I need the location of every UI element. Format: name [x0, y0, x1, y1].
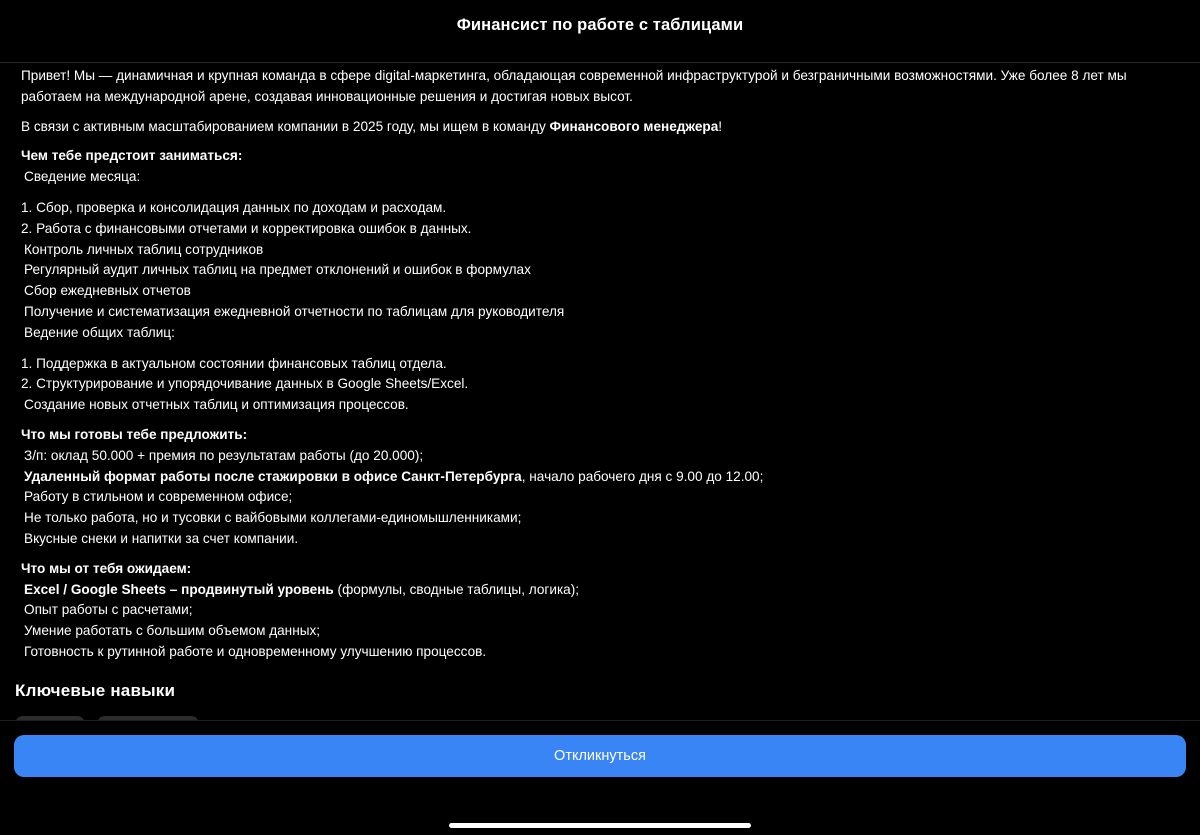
intro-paragraph: Привет! Мы — динамичная и крупная команда в сфере digital-маркетинга, обладающая современной инфраструктурой и безграничными возможностями. Уже более 8 лет мы работаем на международной арене, создавая инновационные решения и достигая новых высот.: [21, 68, 1127, 104]
duties-item: Регулярный аудит личных таблиц на предмет отклонений и ошибок в формулах: [24, 262, 531, 278]
page-title: Финансист по работе с таблицами: [456, 15, 744, 34]
duties-numbered-item: 1. Сбор, проверка и консолидация данных по доходам и расходам.: [21, 199, 447, 215]
expect-item-excel: [21, 580, 1181, 601]
offer-item: Вкусные снеки и напитки за счет компании.: [24, 530, 299, 546]
duties-subheading: Сведение месяца:: [24, 169, 141, 185]
offer-item-remote: [21, 467, 1181, 488]
intro-hiring-paragraph: [21, 117, 1181, 138]
duties-item: Контроль личных таблиц сотрудников: [24, 241, 264, 257]
expect-excel-rest: (формулы, сводные таблицы, логика);: [333, 581, 580, 597]
offer-heading: Что мы готовы тебе предложить:: [21, 426, 248, 442]
duties-numbered-item: 2. Структурирование и упорядочивание данных в Google Sheets/Excel.: [21, 376, 469, 392]
apply-button[interactable]: Откликнуться: [14, 735, 1186, 777]
expect-item: Опыт работы с расчетами;: [24, 602, 193, 618]
duties-numbered-item: 2. Работа с финансовыми отчетами и корректировка ошибок в данных.: [21, 220, 472, 236]
expect-heading: Что мы от тебя ожидаем:: [21, 560, 192, 576]
vacancy-description: [21, 66, 1181, 663]
offer-item: Не только работа, но и тусовки с вайбовыми коллегами-единомышленниками;: [24, 510, 522, 526]
home-indicator[interactable]: [449, 823, 751, 828]
duties-item: Получение и систематизация ежедневной отчетности по таблицам для руководителя: [24, 303, 565, 319]
expect-excel-bold: Excel / Google Sheets – продвинутый уровень: [24, 581, 334, 597]
intro-hiring-position: Финансового менеджера: [549, 118, 719, 134]
duties-item: Создание новых отчетных таблиц и оптимизация процессов.: [24, 397, 409, 413]
expect-item: Готовность к рутинной работе и одновременному улучшению процессов.: [24, 643, 487, 659]
offer-item: Работу в стильном и современном офисе;: [24, 489, 293, 505]
intro-hiring-text: В связи с активным масштабированием компании в 2025 году, мы ищем в команду: [21, 118, 550, 134]
offer-remote-rest: , начало рабочего дня с 9.00 до 12.00;: [521, 468, 764, 484]
expect-item: Умение работать с большим объемом данных;: [24, 623, 321, 639]
duties-heading: Чем тебе предстоит заниматься:: [21, 148, 243, 164]
duties-item: Сбор ежедневных отчетов: [24, 283, 191, 299]
intro-hiring-suffix: !: [718, 118, 723, 134]
top-bar: [0, 0, 1200, 63]
offer-item-salary: З/п: оклад 50.000 + премия по результатам работы (до 20.000);: [24, 447, 424, 463]
offer-remote-bold: Удаленный формат работы после стажировки в офисе Санкт-Петербурга: [24, 468, 522, 484]
duties-numbered-item: 1. Поддержка в актуальном состоянии финансовых таблиц отдела.: [21, 355, 447, 371]
key-skills-heading: Ключевые навыки: [15, 681, 176, 700]
duties-item: Ведение общих таблиц:: [24, 324, 175, 340]
